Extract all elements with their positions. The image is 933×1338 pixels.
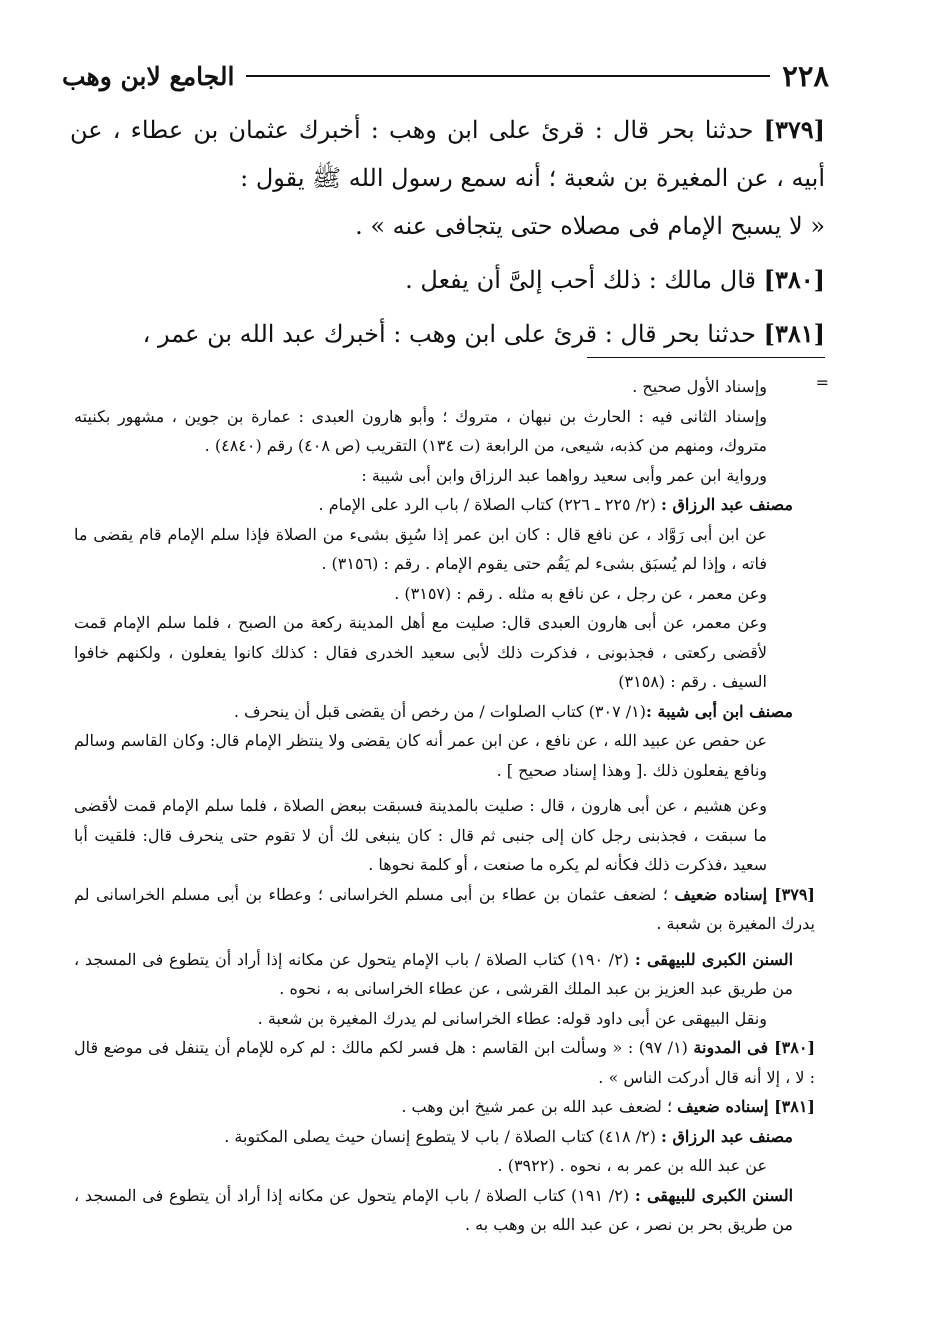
hadith-379-quote	[70, 202, 825, 250]
hadith-number: [٣٨٠]	[763, 265, 825, 294]
hadith-text: حدثنا بحر قال : قرئ على ابن وهب : أخبرك عثمان بن عطاء ، عن أبيه ، عن المغيرة بن شعبة ؛ أنه سمع رسول الله ﷺ يقول :	[70, 116, 825, 192]
footnote-divider	[587, 357, 825, 358]
footnote-line: وعن هشيم ، عن أبى هارون ، قال : صليت بالمدينة فسبقت ببعض الصلاة ، فلما سلم الإمام قمت لأقضى ما سبقت ، فجذبنى رجل كان إلى جنبى ثم قال : كان ينبغى لك أن لا تقوم حتى ينحرف قال: فلقيت أبا سعيد ،فذكرت ذلك فكأنه لم يكره ما صنعت ، أو كلمة نحوها .	[74, 796, 767, 874]
footnote-source: السنن الكبرى للبيهقى : (٢/ ١٩٠) كتاب الصلاة / باب الإمام يتحول عن مكانه إذا أراد أن يتطوع فى المسجد ، من طريق عبد العزيز بن عبد الملك القرشى ، عن عطاء الخراسانى به ، نحوه .	[74, 949, 794, 998]
source-title: مصنف عبد الرزاق :	[661, 495, 793, 514]
footnote-line: وعن معمر، عن أبى هارون العبدى قال: صليت مع أهل المدينة ركعة من الصبح ، فلما سلم الإمام قمت لأقضى ركعتى ، فجذبونى ، فذكرت ذلك لأبى سعيد الخدرى فقال : كذلك كانوا يفعلون ، ولكنهم خافوا السيف . رقم : (٣١٥٨)	[74, 613, 767, 691]
hadith-379	[70, 106, 825, 202]
footnote-line: وإسناد الأول صحيح .	[632, 377, 767, 396]
header-rule	[246, 75, 770, 77]
source-title: مصنف عبد الرزاق :	[661, 1126, 793, 1146]
footnote-381: [٣٨١] إسناده ضعيف ؛ لضعف عبد الله بن عمر شيخ ابن وهب .	[401, 1097, 815, 1116]
footnote-379: [٣٧٩] إسناده ضعيف ؛ لضعف عثمان بن عطاء بن أبى مسلم الخراسانى ؛ وعطاء بن أبى مسلم الخراسانى لم يدرك المغيرة بن شعبة .	[74, 884, 815, 933]
footnote-line: ونقل البيهقى عن أبى داود قوله: عطاء الخراسانى لم يدرك المغيرة بن شعبة .	[257, 1008, 767, 1028]
page-header	[62, 54, 829, 98]
hadith-text: « لا يسبح الإمام فى مصلاه حتى يتجافى عنه » .	[355, 212, 825, 240]
footnote-line: وإسناد الثانى فيه : الحارث بن نبهان ، متروك ؛ وأبو هارون العبدى : عمارة بن جوين ، مشهور بكنيته متروك، ومنهم من كذبه، شيعى، من الرابعة (ت ١٣٤) التقريب (ص ٤٠٨) رقم (٤٨٤٠) .	[74, 406, 767, 455]
book-title: الجامع لابن وهب	[62, 61, 235, 91]
footnote-source: مصنف عبد الرزاق : (٢/ ٤١٨) كتاب الصلاة / باب لا يتطوع إنسان حيث يصلى المكتوبة .	[224, 1126, 793, 1146]
footnote-source: مصنف ابن أبى شيبة :(١/ ٣٠٧) كتاب الصلوات / من رخص أن يقضى قبل أن ينحرف .	[233, 701, 793, 721]
footnotes	[74, 372, 816, 1240]
footnote-line: وعن معمر ، عن رجل ، عن نافع به مثله . رقم : (٣١٥٧) .	[394, 583, 767, 603]
footnote-line: ورواية ابن عمر وأبى سعيد رواهما عبد الرزاق وابن أبى شيبة :	[361, 465, 767, 485]
footnote-heading: [٣٨٠] فى المدونة	[693, 1038, 816, 1057]
footnote-heading: [٣٧٩] إسناده ضعيف	[674, 884, 815, 904]
footnote-line: عن عبد الله بن عمر به ، نحوه . (٣٩٢٢) .	[497, 1156, 767, 1175]
footnote-source: مصنف عبد الرزاق : (٢/ ٢٢٥ ـ ٢٢٦) كتاب الصلاة / باب الرد على الإمام .	[318, 495, 793, 514]
hadith-number: [٣٨١]	[763, 319, 825, 348]
footnote-heading: [٣٨١] إسناده ضعيف	[677, 1097, 815, 1116]
source-title: السنن الكبرى للبيهقى :	[634, 1185, 794, 1205]
footnote-source: السنن الكبرى للبيهقى : (٢/ ١٩١) كتاب الصلاة / باب الإمام يتحول عن مكانه إذا أراد أن يتطوع فى المسجد ، من طريق بحر بن نصر ، عن عبد الله بن وهب به .	[74, 1185, 794, 1234]
source-title: مصنف ابن أبى شيبة :	[646, 701, 793, 721]
footnote-line: عن حفص عن عبيد الله ، عن نافع ، عن ابن عمر أنه كان يقضى ولا ينتظر الإمام قال: وكان القاسم وسالم ونافع يفعلون ذلك .[ وهذا إسناد صحيح ] .	[74, 731, 767, 780]
source-title: السنن الكبرى للبيهقى :	[634, 949, 794, 969]
page-number: ٢٢٨	[782, 59, 829, 93]
hadith-text: حدثنا بحر قال : قرئ على ابن وهب : أخبرك عبد الله بن عمر ،	[142, 320, 764, 348]
main-text	[70, 106, 825, 358]
footnote-380: [٣٨٠] فى المدونة (١/ ٩٧) : « وسألت ابن القاسم : هل فسر لكم مالك : لم كره للإمام أن يتنفل فى موضع قال : لا ، إلا أنه قال أدركت الناس » .	[74, 1038, 816, 1087]
continuation-mark: =	[815, 373, 829, 392]
hadith-381	[70, 310, 825, 358]
hadith-380	[70, 256, 825, 304]
hadith-number: [٣٧٩]	[763, 115, 825, 144]
hadith-text: قال مالك : ذلك أحب إلىَّ أن يفعل .	[405, 266, 764, 294]
footnote-line: عن ابن أبى رَوَّاد ، عن نافع قال : كان ابن عمر إذا سُبِق بشىء من الصلاة فإذا سلم الإمام قام يقضى ما فاته ، وإذا لم يُسبَق بشىء لم يَقُم حتى يقوم الإمام . رقم : (٣١٥٦) .	[74, 524, 768, 573]
